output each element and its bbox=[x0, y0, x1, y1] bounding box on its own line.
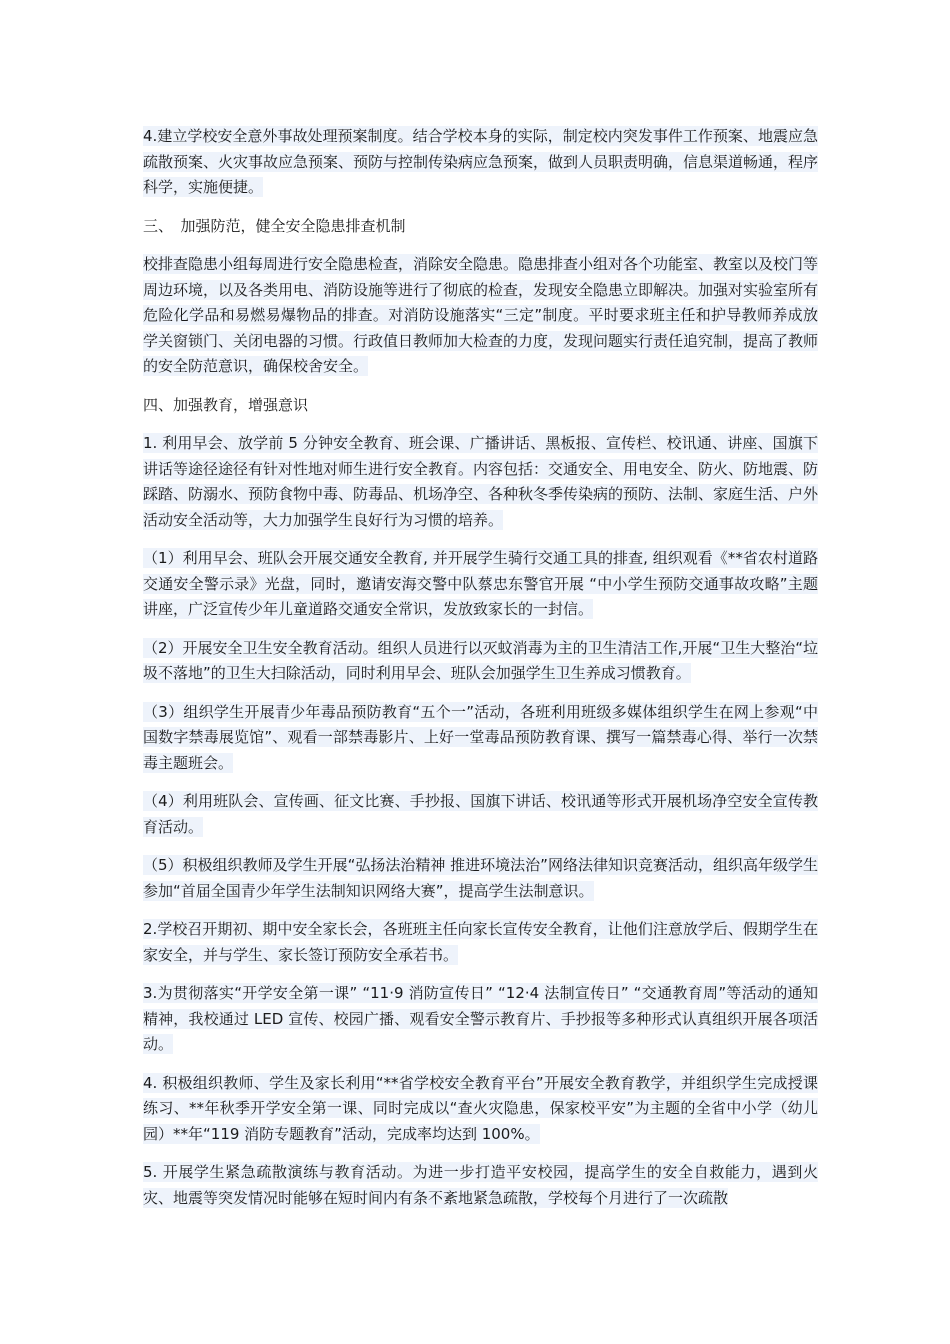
paragraph-text: （5）积极组织教师及学生开展“弘扬法治精神 推进环境法治”网络法律知识竞赛活动，组织高年级学生参加“首届全国青少年学生法制知识网络大赛”，提高学生法制意识。 bbox=[143, 856, 818, 900]
document-body bbox=[143, 124, 818, 1224]
paragraph-item-5 bbox=[143, 1160, 818, 1211]
paragraph-subitem-2 bbox=[143, 636, 818, 687]
paragraph-subitem-4 bbox=[143, 789, 818, 840]
heading-text: 四、加强教育，增强意识 bbox=[143, 395, 309, 414]
paragraph-item-4b bbox=[143, 1071, 818, 1148]
paragraph-text: 3.为贯彻落实“开学安全第一课” “11·9 消防宣传日” “12·4 法制宣传日” “交通教育周”等活动的通知精神，我校通过 LED 宣传、校园广播、观看安全警示教育片、手抄报等多种形式认真组织开展各项活动。 bbox=[143, 984, 818, 1053]
paragraph-subitem-3 bbox=[143, 700, 818, 777]
section-heading-3 bbox=[143, 214, 818, 240]
paragraph-text: （1）利用早会、班队会开展交通安全教育, 并开展学生骑行交通工具的排查, 组织观看《**省农村道路交通安全警示录》光盘，同时，邀请安海交警中队蔡忠东警官开展 “中小学生预防交通事故攻略”主题讲座，广泛宣传少年儿童道路交通安全常识，发放致家长的一封信。 bbox=[143, 549, 818, 618]
paragraph-text: 校排查隐患小组每周进行安全隐患检查，消除安全隐患。隐患排查小组对各个功能室、教室以及校门等周边环境，以及各类用电、消防设施等进行了彻底的检查，发现安全隐患立即解决。加强对实验室所有危险化学品和易燃易爆物品的排查。对消防设施落实“三定”制度。平时要求班主任和护导教师养成放学关窗锁门、关闭电器的习惯。行政值日教师加大检查的力度，发现问题实行责任追究制，提高了教师的安全防范意识，确保校舍安全。 bbox=[143, 255, 819, 375]
paragraph-text: 4. 积极组织教师、学生及家长利用“**省学校安全教育平台”开展安全教育教学，并组织学生完成授课练习、**年秋季开学安全第一课、同时完成以“查火灾隐患，保家校平安”为主题的全省中小学（幼儿园）**年“119 消防专题教育”活动，完成率均达到 100%。 bbox=[143, 1073, 818, 1143]
paragraph-text: 1. 利用早会、放学前 5 分钟安全教育、班会课、广播讲话、黑板报、宣传栏、校讯通、讲座、国旗下讲话等途径途径有针对性地对师生进行安全教育。内容包括：交通安全、用电安全、防火、防地震、防踩踏、防溺水、预防食物中毒、防毒品、机场净空、各种秋冬季传染病的预防、法制、家庭生活、户外活动安全活动等，大力加强学生良好行为习惯的培养。 bbox=[143, 434, 819, 529]
paragraph-text: （2）开展安全卫生安全教育活动。组织人员进行以灭蚊消毒为主的卫生清洁工作,开展“卫生大整治“垃圾不落地”的卫生大扫除活动，同时利用早会、班队会加强学生卫生养成习惯教育。 bbox=[143, 638, 818, 682]
heading-text: 三、 加强防范，健全安全隐患排查机制 bbox=[143, 216, 406, 235]
paragraph-text: 5. 开展学生紧急疏散演练与教育活动。为进一步打造平安校园，提高学生的安全自救能力，遇到火灾、地震等突发情况时能够在短时间内有条不紊地紧急疏散，学校每个月进行了一次疏散 bbox=[143, 1163, 818, 1207]
paragraph-text: （4）利用班队会、宣传画、征文比赛、手抄报、国旗下讲话、校讯通等形式开展机场净空安全宣传教育活动。 bbox=[143, 792, 818, 836]
paragraph-text: 4.建立学校安全意外事故处理预案制度。结合学校本身的实际，制定校内突发事件工作预案、地震应急疏散预案、火灾事故应急预案、预防与控制传染病应急预案，做到人员职责明确，信息渠道畅通，程序科学，实施便捷。 bbox=[143, 127, 819, 196]
paragraph-item-4 bbox=[143, 124, 818, 201]
paragraph-item-2 bbox=[143, 917, 818, 968]
paragraph-text: （3）组织学生开展青少年毒品预防教育“五个一”活动，各班利用班级多媒体组织学生在网上参观“中国数字禁毒展览馆”、观看一部禁毒影片、上好一堂毒品预防教育课、撰写一篇禁毒心得、举行一次禁毒主题班会。 bbox=[143, 702, 818, 772]
paragraph-item-1 bbox=[143, 431, 818, 533]
paragraph-text: 2.学校召开期初、期中安全家长会，各班班主任向家长宣传安全教育，让他们注意放学后、假期学生在家安全，并与学生、家长签订预防安全承若书。 bbox=[143, 920, 818, 964]
paragraph-hazard-inspection bbox=[143, 252, 818, 380]
paragraph-subitem-5 bbox=[143, 853, 818, 904]
paragraph-subitem-1 bbox=[143, 546, 818, 623]
paragraph-item-3 bbox=[143, 981, 818, 1058]
section-heading-4 bbox=[143, 393, 818, 419]
